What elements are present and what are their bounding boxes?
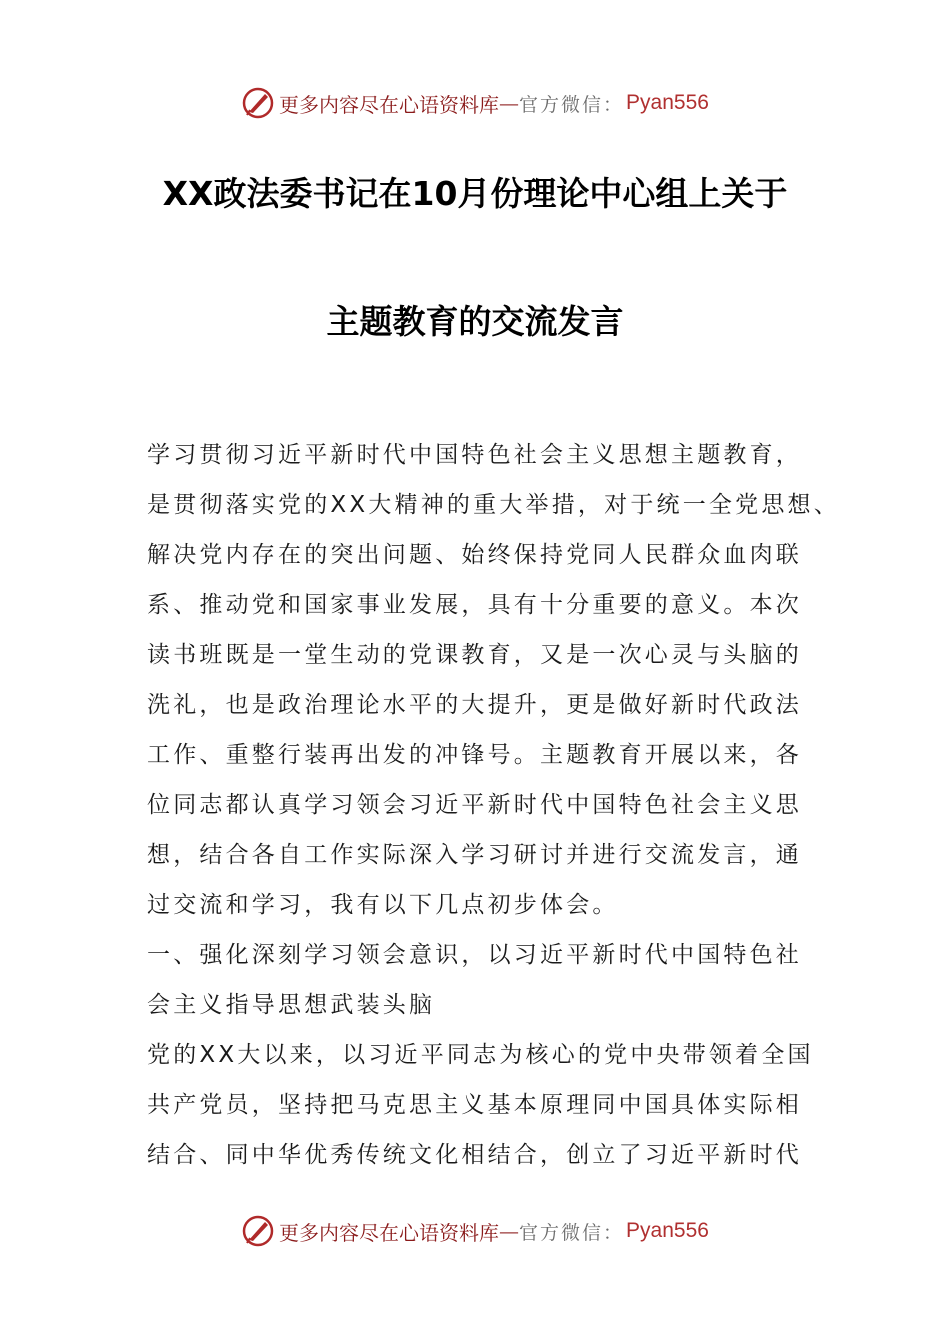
- body-line: 是贯彻落实党的XX大精神的重大举措，对于统一全党思想、: [147, 492, 840, 518]
- section-heading-line: 会主义指导思想武装头脑: [147, 992, 436, 1018]
- body-line: 系、推动党和国家事业发展，具有十分重要的意义。本次: [147, 592, 802, 618]
- banner-separator: —: [499, 91, 520, 115]
- banner-separator: —: [499, 1219, 520, 1243]
- body-line: 共产党员，坚持把马克思主义基本原理同中国具体实际相: [147, 1092, 802, 1118]
- banner-wechat-id: Pyan556: [626, 1219, 709, 1242]
- document-title-line-2: 主题教育的交流发言: [326, 302, 624, 341]
- body-line: 想，结合各自工作实际深入学习研讨并进行交流发言，通: [147, 842, 802, 868]
- banner-brand-text: 更多内容尽在心语资料库: [279, 92, 500, 117]
- banner-wechat-label: 官方微信：: [519, 1221, 625, 1244]
- body-line: 解决党内存在的突出问题、始终保持党同人民群众血肉联: [147, 542, 802, 568]
- banner-wechat-label: 官方微信：: [519, 93, 625, 116]
- body-line: 洗礼，也是政治理论水平的大提升，更是做好新时代政法: [147, 692, 802, 718]
- body-line: 工作、重整行装再出发的冲锋号。主题教育开展以来，各: [147, 742, 802, 768]
- document-title-line-1: XX政法委书记在10月份理论中心组上关于: [162, 174, 788, 213]
- header-banner: [0, 78, 950, 128]
- quill-logo-icon: [241, 1214, 275, 1248]
- banner-brand-text: 更多内容尽在心语资料库: [279, 1220, 500, 1245]
- body-line: 党的XX大以来，以习近平同志为核心的党中央带领着全国: [147, 1042, 814, 1068]
- body-line: 读书班既是一堂生动的党课教育，又是一次心灵与头脑的: [147, 642, 802, 668]
- body-line: 学习贯彻习近平新时代中国特色社会主义思想主题教育，: [147, 442, 802, 468]
- quill-logo-icon: [241, 86, 275, 120]
- banner-wechat-id: Pyan556: [626, 91, 709, 114]
- footer-banner: [0, 1206, 950, 1256]
- body-line: 结合、同中华优秀传统文化相结合，创立了习近平新时代: [147, 1142, 802, 1168]
- body-line: 过交流和学习，我有以下几点初步体会。: [147, 892, 619, 918]
- body-line: 位同志都认真学习领会习近平新时代中国特色社会主义思: [147, 792, 802, 818]
- section-heading-line: 一、强化深刻学习领会意识，以习近平新时代中国特色社: [147, 942, 802, 968]
